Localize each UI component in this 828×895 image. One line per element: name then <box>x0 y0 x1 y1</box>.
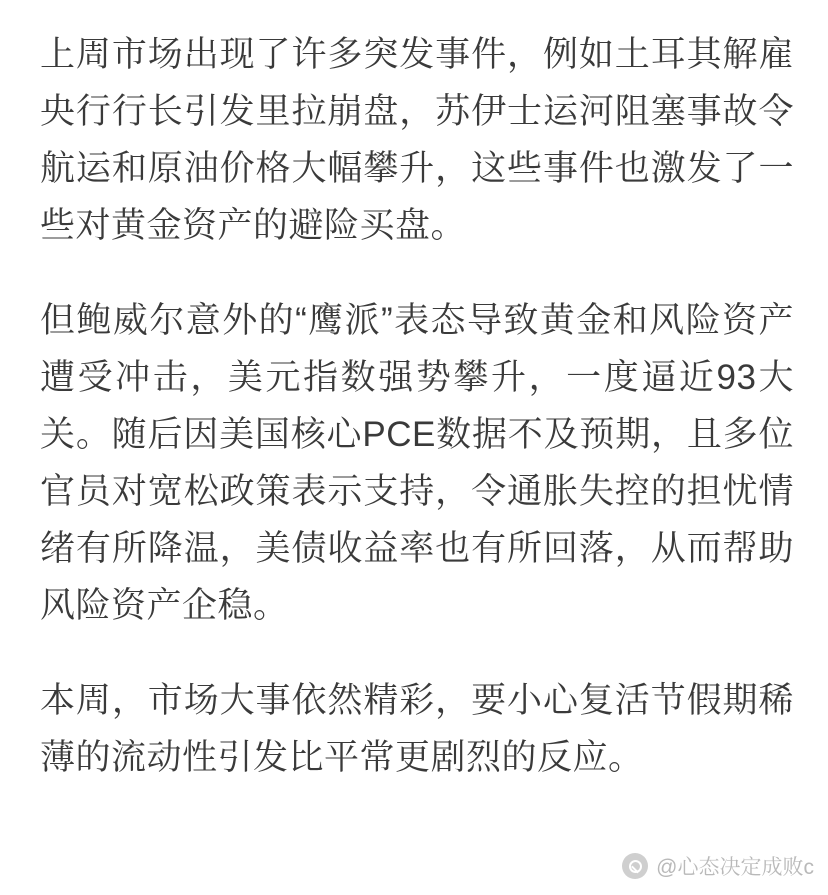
paragraph: 本周，市场大事依然精彩，要小心复活节假期稀薄的流动性引发比平常更剧烈的反应。 <box>40 681 794 777</box>
watermark <box>622 851 814 881</box>
watermark-label: @心态决定成败c <box>656 856 814 879</box>
paragraph: 上周市场出现了许多突发事件，例如土耳其解雇央行行长引发里拉崩盘，苏伊士运河阻塞事故令航运和原油价格大幅攀升，这些事件也激发了一些对黄金资产的避险买盘。 <box>40 35 794 245</box>
at-circle-icon <box>622 853 648 879</box>
paragraph: 但鲍威尔意外的“鹰派”表态导致黄金和风险资产遭受冲击，美元指数强势攀升，一度逼近93大关。随后因美国核心PCE数据不及预期，且多位官员对宽松政策表示支持，令通胀失控的担忧情绪有所降温，美债收益率也有所回落，从而帮助风险资产企稳。 <box>40 301 794 625</box>
